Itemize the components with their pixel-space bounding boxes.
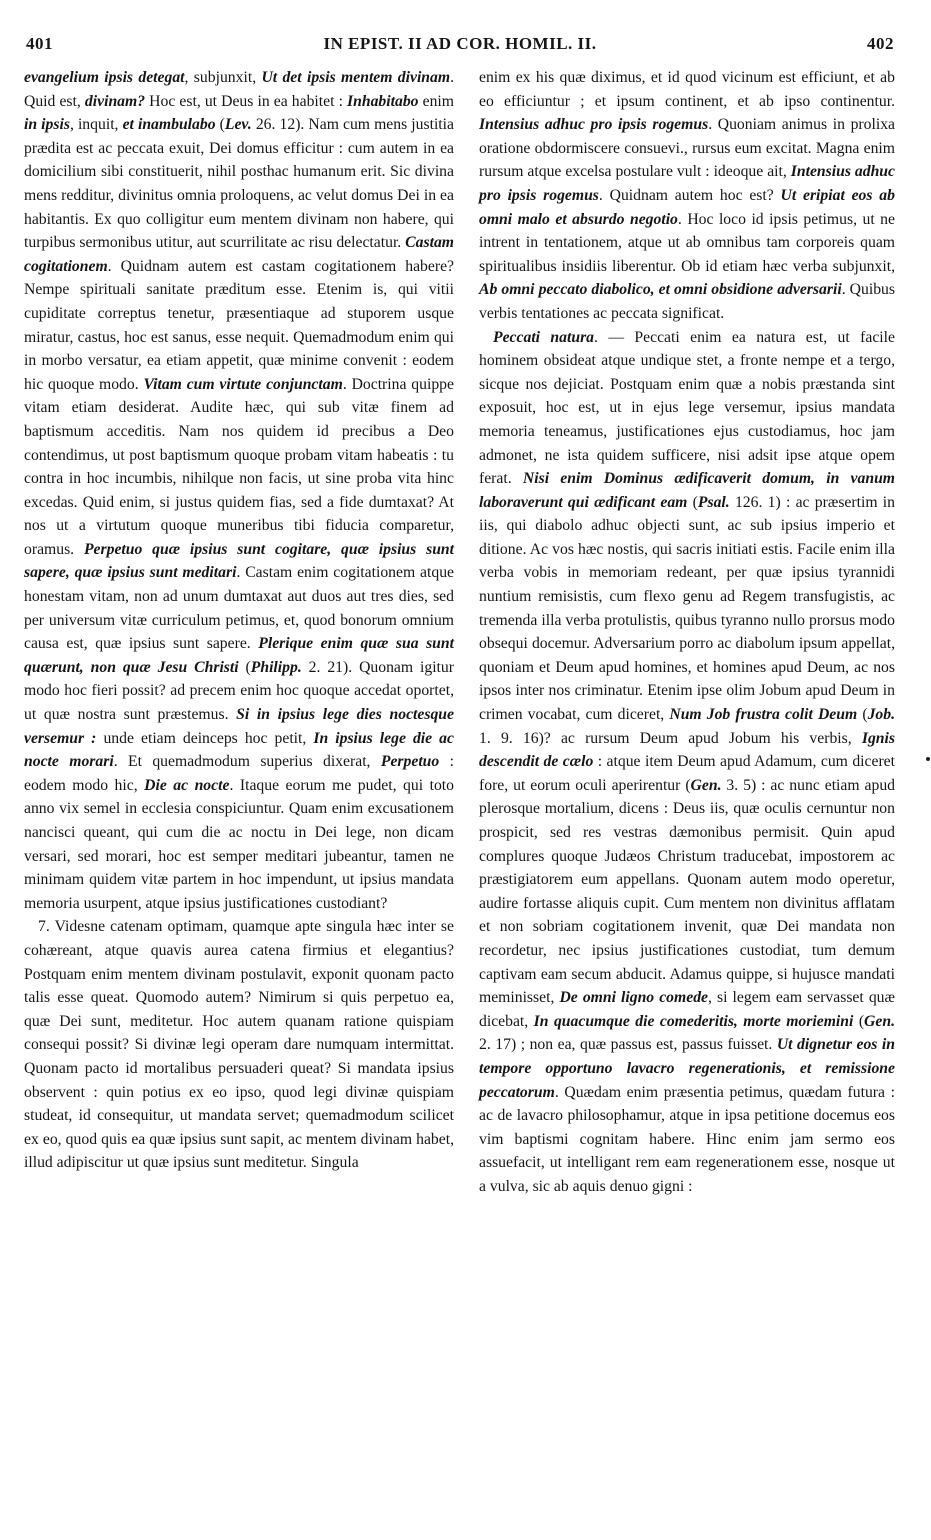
italic-run: Ut dignetur eos in tempore opportuno lavacro regenerationis, et remissione peccatorum	[479, 1036, 895, 1101]
italic-run: Ut eripiat eos ab omni malo et absurdo negotio	[479, 186, 895, 228]
paragraph	[479, 326, 895, 1199]
text-run: . Doctrina quippe vitam etiam desiderat. Audite hæc, qui sub vitæ finem ad baptismum acceditis. Nam nos quidem id precibus a Deo contendimus, ut post baptismum quoque probam vitam habeatis : tu contra in hoc incumbis, nihilque non facis, ut sine proba vita hinc excedas. Quid enim, si justus quidem fias, sed a fide dumtaxat? At nos ut a virtutum quoque muneribus tibi fiducia comparetur, oramus.	[24, 375, 454, 558]
text-run: unde etiam deinceps hoc petit,	[96, 729, 314, 747]
running-header	[26, 34, 894, 58]
italic-run: In quacumque die comederitis, morte moriemini	[533, 1012, 854, 1030]
text-run: . Et quemadmodum superius dixerat,	[113, 753, 381, 771]
running-title: IN EPIST. II AD COR. HOMIL. II.	[323, 34, 597, 53]
italic-run: De omni ligno comede	[559, 989, 708, 1007]
italic-run: Perpetuo quæ ipsius sunt cogitare, quæ ipsius sunt sapere, quæ ipsius sunt meditari	[24, 540, 455, 582]
text-run: enim ex his quæ diximus, et id quod vicinum est efficiunt, et ab eo efficiuntur ; et ipsum continent, et ab ipso continentur.	[479, 69, 895, 110]
italic-run: Lev.	[224, 116, 252, 134]
italic-run: Inhabitabo	[347, 92, 419, 110]
text-run: , inquit,	[69, 116, 123, 134]
text-run: . Quidnam autem hoc est?	[598, 186, 781, 204]
right-column	[479, 66, 895, 1199]
text-run: , subjunxit,	[184, 69, 262, 86]
italic-run: Plerique enim quæ sua sunt quærunt, non quæ Jesu Christi	[24, 635, 454, 676]
text-run: 2. 17) ; non ea, quæ passus est, passus fuisset.	[479, 1036, 777, 1054]
text-run: : atque item Deum apud Adamum, cum diceret fore, ut eorum oculi aperirentur (	[479, 753, 895, 794]
italic-run: et inambulabo	[122, 116, 216, 134]
text-run: , si legem eam servasset quæ dicebat,	[479, 989, 895, 1030]
text-run: 1. 9. 16)? ac rursum Deum apud Jobum his verbis,	[479, 729, 862, 747]
italic-run: Si in ipsius lege dies noctesque versemur :	[24, 706, 454, 747]
text-run: . Castam enim cogitationem atque honestam vitam, non ad unum dumtaxat aut duos aut tres dies, sed per universum vitæ curriculum petimus, et, quod bonorum omnium causa est, quæ ipsius sunt sapere.	[24, 564, 454, 653]
text-run: . Quidnam autem est castam cogitationem habere? Nempe spirituali sanitate præditum esse. Etenim is, qui vitii cupiditate correptus tenetur, præsentiaque ad stuporem usque miratur, castus, hoc est sanus, esse nequit. Quemadmodum enim qui in morbo versatur, ea etiam appetit, quæ minime convenit : eodem hic quoque modo.	[24, 257, 454, 393]
page-number-left: 401	[26, 34, 53, 53]
italic-run: In ipsius lege die ac nocte morari	[24, 729, 454, 771]
italic-run: Ignis descendit de cælo	[479, 729, 895, 771]
text-run: (	[215, 116, 225, 134]
paragraph	[24, 915, 454, 1175]
text-run: (	[857, 706, 868, 724]
italic-run: Peccati natura	[493, 328, 595, 346]
italic-run: Die ac nocte	[144, 776, 230, 794]
text-run: (	[687, 493, 698, 511]
italic-run: Intensius adhuc pro ipsis rogemus	[479, 163, 895, 204]
italic-run: Castam cogitationem	[24, 234, 454, 275]
text-run: (	[238, 658, 251, 676]
italic-run: Nisi enim Dominus ædificaverit domum, in vanum laboraverunt qui ædificant eam	[479, 470, 896, 511]
italic-run: Num Job frustra colit Deum	[669, 706, 858, 724]
text-run: 26. 12). Nam cum mens justitia prædita est ac peccata exuit, Dei domus efficitur : cum autem in ea domicilium sibi constituerit, nihil posthac humanum erit. Sic divina mens redditur, divinitus omnia proloquens, ac velut domus Dei in ea habitantis. Ex quo colligitur eum mentem divinam non habere, qui turpibus sermonibus utitur, aut scurrilitate ac risu delectatur.	[24, 116, 454, 252]
text-run: 3. 5) : ac nunc etiam apud plerosque mortalium, dicens : Deus iis, quæ oculis cernuntur non prospicit, sed res vestras dæmonibus permisit. Quin apud complures quoque Judæos Christum traducebat, impostorem ac præstigiatorem eum appellans. Quonam autem modo operetur, audire fortasse aliquis cupit. Cum mentem non divinitus afflatam et non sobriam cogitationem invenit, quæ Dei mandata non recordetur, nec ipsius justificationes custodiat, tum demum captivam eam secum abducit. Adamus quippe, si hujusce mandati meminisset,	[479, 776, 896, 1007]
text-run: . — Peccati enim ea natura est, ut facile hominem obsideat atque undique stet, a fronte nempe et a tergo, sicque nos dejiciat. Postquam enim quæ a nobis præstanda sint exposuit, hoc est, ut in ejus lege versemur, ipsius mandata memoria teneamus, justificationes ejus custodiamus, hoc jam admonet, ne ista quidem sufficere, nisi adsit ipse atque opem ferat.	[479, 328, 895, 488]
text-run: 7. Videsne catenam optimam, quamque apte singula hæc inter se cohæreant, atque quavis aurea catena firmius et elegantius? Postquam enim mentem divinam postulavit, exponit quonam pacto talis esse queat. Quomodo autem? Nimirum si quis perpetuo ea, quæ Dei sunt, meditetur. Hoc autem quanam ratione quispiam consequi possit? Si divinæ legi operam dare numquam intermittat. Quonam pacto id mortalibus persuaderi queat? Si mandata ipsius observent : quin potius ex eo ipso, quod legi divinæ quispiam studeat, id consequitur, ut mandata servet; quemadmodum scilicet ex eo, quod quis ea quæ ipsius sunt sapit, ac mentem divinam habet, illud adipiscitur ut quæ ipsius sunt meditetur. Singula	[24, 918, 454, 1172]
italic-run: Job.	[867, 706, 896, 724]
page-number-right: 402	[867, 34, 894, 53]
italic-run: Gen.	[864, 1012, 895, 1030]
text-run: Hoc est, ut Deus in ea habitet :	[145, 92, 348, 110]
italic-run: Ab omni peccato diabolico, et omni obsidione adversarii	[479, 281, 842, 299]
text-run: . Hoc loco id ipsis petimus, ut ne intrent in tentationem, atque ut ab omnibus tam corporeis quam spiritualibus insidiis liberentur. Ob id etiam hæc verba subjunxit,	[479, 210, 895, 275]
italic-run: Vitam cum virtute conjunctam	[143, 375, 343, 393]
italic-run: Perpetuo	[380, 753, 440, 771]
paragraph	[479, 66, 895, 326]
text-run: : eodem modo hic,	[24, 753, 454, 794]
italic-run: divinam?	[84, 92, 146, 110]
italic-run: Philipp.	[250, 658, 302, 676]
text-run: . Quid est,	[24, 69, 455, 110]
paragraph	[24, 66, 454, 915]
text-run: . Itaque eorum me pudet, qui toto anno vix semel in ecclesia conspiciuntur. Quam enim excusationem nancisci queant, qui cum die ac noctu in Dei lege, non dicam versari, sed morari, hoc est semper meditari jubeantur, tamen ne minimam quidem vitæ partem in hoc impendunt, ut ipsius mandata memoria usurpent, atque ipsius justificationes custodiant?	[24, 776, 454, 912]
italic-run: Gen.	[690, 776, 722, 794]
text-run: (	[853, 1012, 865, 1030]
italic-run: in ipsis	[24, 116, 70, 134]
text-run: enim	[418, 92, 454, 110]
italic-run: evangelium ipsis detegat	[24, 69, 185, 86]
text-run: . Quædam enim præsentia petimus, quædam futura : ac de lavacro philosophamur, atque in ipsa petitione docemus eos vim baptismi cognitam habere. Hinc enim jam sermo eos assuefacit, ut intelligant rem eam regenerationem esse, nosque ut a vulva, sic ab aquis denuo gigni :	[479, 1083, 895, 1195]
text-run: . Quibus verbis tentationes ac peccata significat.	[479, 281, 895, 322]
margin-speck	[926, 757, 930, 761]
italic-run: Intensius adhuc pro ipsis rogemus	[479, 116, 709, 134]
italic-run: Psal.	[697, 493, 730, 511]
left-column	[24, 66, 454, 1175]
text-run: 2. 21). Quonam igitur modo hoc fieri possit? ad precem enim hoc quoque accedat oportet, ut quæ nostra sunt præstemus.	[24, 658, 454, 724]
italic-run: Ut det ipsis mentem divinam	[261, 69, 451, 86]
text-run: . Quoniam animus in prolixa oratione obdormiscere consuevi., rursus eum excitat. Magna enim rursum atque excelsa postulare vult : ideoque ait,	[479, 116, 896, 181]
text-run: 126. 1) : ac præsertim in iis, qui diabolo adhuc objecti sunt, ac sub ipsius imperio et ditione. Ac vos hæc nostis, qui sacris initiati estis. Facile enim illa verba vobis in memoriam redeant, per quæ ipsius tyrannidi nuntium remisistis, cum flexo genu ad Regem transfugistis, ac tremenda illa verba protulistis, quibus tyranno nullo prorsus modo obsequi docemur. Adversarium porro ac diabolum ipsum appellat, quoniam et Deum apud homines, et homines apud Deum, ac nos ipsos inter nos criminatur. Etenim ipse olim Jobum apud Deum in crimen vocabat, cum diceret,	[479, 493, 895, 724]
